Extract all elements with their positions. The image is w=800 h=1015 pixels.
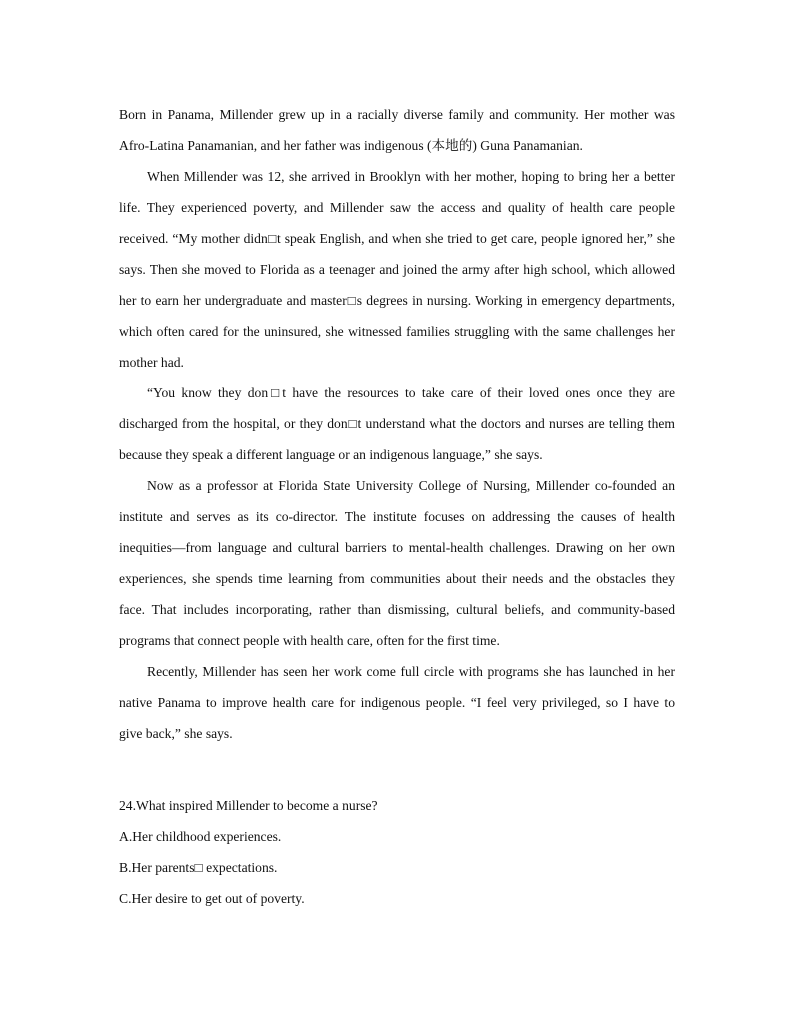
passage-line: programs that connect people with health care, often for the first time.: [119, 633, 500, 648]
passage-line: face. That includes incorporating, rather than dismissing, cultural beliefs, and community-based: [119, 602, 675, 617]
answer-option-b: B.Her parents□ expectations.: [119, 860, 278, 875]
passage-line: inequities—from language and cultural barriers to mental-health challenges. Drawing on her own: [119, 540, 675, 555]
passage-line: give back,” she says.: [119, 726, 233, 741]
passage-line: native Panama to improve health care for indigenous people. “I feel very privileged, so I have to: [119, 695, 675, 710]
passage-line: life. They experienced poverty, and Millender saw the access and quality of health care people: [119, 200, 675, 215]
passage-line: Afro-Latina Panamanian, and her father was indigenous (本地的) Guna Panamanian.: [119, 138, 583, 153]
answer-option-a: A.Her childhood experiences.: [119, 829, 282, 844]
question-stem: 24.What inspired Millender to become a nurse?: [119, 798, 378, 813]
passage-line: received. “My mother didn□t speak English, and when she tried to get care, people ignored her,” she: [119, 231, 675, 246]
passage-line: discharged from the hospital, or they don□t understand what the doctors and nurses are telling them: [119, 416, 675, 431]
passage-line: institute and serves as its co-director. The institute focuses on addressing the causes of health: [119, 509, 675, 524]
passage-line: which often cared for the uninsured, she witnessed families struggling with the same challenges her: [119, 324, 675, 339]
passage-line: because they speak a different language or an indigenous language,” she says.: [119, 447, 543, 462]
passage-line: mother had.: [119, 355, 184, 370]
answer-option-c: C.Her desire to get out of poverty.: [119, 891, 305, 906]
passage-line: Born in Panama, Millender grew up in a racially diverse family and community. Her mother was: [119, 107, 675, 122]
passage-line: says. Then she moved to Florida as a teenager and joined the army after high school, which allowed: [119, 262, 675, 277]
passage-line: “You know they don□t have the resources to take care of their loved ones once they are: [147, 385, 675, 400]
passage-line: Now as a professor at Florida State University College of Nursing, Millender co-founded an: [147, 478, 675, 493]
passage-line: her to earn her undergraduate and master□s degrees in nursing. Working in emergency departments,: [119, 293, 675, 308]
passage-line: Recently, Millender has seen her work come full circle with programs she has launched in her: [147, 664, 675, 679]
passage-line: When Millender was 12, she arrived in Brooklyn with her mother, hoping to bring her a better: [147, 169, 675, 184]
passage-line: experiences, she spends time learning from communities about their needs and the obstacles they: [119, 571, 675, 586]
